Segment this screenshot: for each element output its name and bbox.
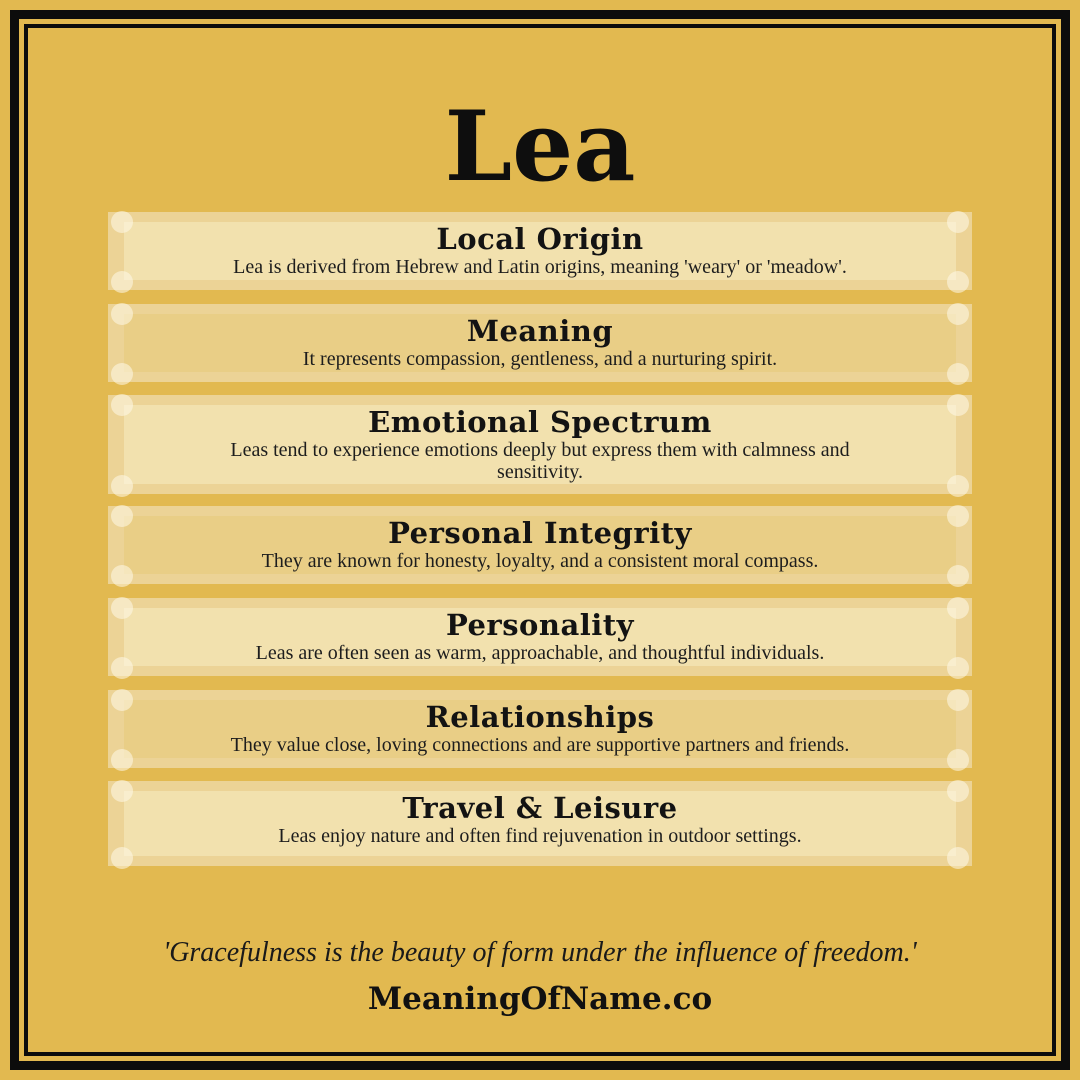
corner-knob — [111, 271, 133, 293]
corner-knob — [111, 475, 133, 497]
section-panel-body — [124, 314, 956, 372]
section-text: They value close, loving connections and are supportive partners and friends. — [230, 734, 850, 756]
section-text: Lea is derived from Hebrew and Latin origins, meaning 'weary' or 'meadow'. — [233, 256, 847, 278]
corner-knob — [111, 505, 133, 527]
corner-knob — [111, 565, 133, 587]
corner-knob — [111, 780, 133, 802]
corner-knob — [947, 505, 969, 527]
corner-knob — [947, 749, 969, 771]
section-panel-meaning — [108, 304, 972, 382]
corner-knob — [947, 363, 969, 385]
corner-knob — [947, 271, 969, 293]
page-title: Lea — [444, 90, 636, 204]
section-panel-body — [124, 405, 956, 484]
corner-knob — [947, 394, 969, 416]
section-panel-emotional-spectrum — [108, 395, 972, 494]
corner-knob — [111, 689, 133, 711]
section-panel-body — [124, 791, 956, 856]
section-panel-body — [124, 516, 956, 574]
corner-knob — [111, 303, 133, 325]
site-name: MeaningOfName.co — [367, 981, 713, 1017]
section-panel-relationships — [108, 690, 972, 768]
section-title: Personal Integrity — [388, 516, 692, 550]
section-panel-local-origin — [108, 212, 972, 290]
corner-knob — [947, 780, 969, 802]
section-text: It represents compassion, gentleness, and a nurturing spirit. — [302, 348, 778, 370]
section-panel-body — [124, 608, 956, 666]
corner-knob — [111, 394, 133, 416]
section-panel-personality — [108, 598, 972, 676]
corner-knob — [947, 565, 969, 587]
section-panel-body — [124, 222, 956, 280]
section-title: Emotional Spectrum — [368, 405, 712, 439]
corner-knob — [947, 303, 969, 325]
section-text: They are known for honesty, loyalty, and a consistent moral compass. — [261, 550, 819, 572]
section-panel-body — [124, 700, 956, 758]
corner-knob — [111, 211, 133, 233]
section-title: Personality — [445, 608, 635, 642]
section-title: Meaning — [466, 314, 614, 348]
section-panel-personal-integrity — [108, 506, 972, 584]
section-title: Relationships — [425, 700, 655, 734]
section-title: Travel & Leisure — [402, 791, 678, 825]
section-text: Leas enjoy nature and often find rejuvenation in outdoor settings. — [278, 825, 802, 847]
quote-text: 'Gracefulness is the beauty of form under the influence of freedom.' — [163, 937, 917, 968]
corner-knob — [111, 847, 133, 869]
section-text: Leas tend to experience emotions deeply but express them with calmness and sensitivity. — [230, 439, 850, 483]
section-text: Leas are often seen as warm, approachable, and thoughtful individuals. — [255, 642, 825, 664]
corner-knob — [111, 749, 133, 771]
corner-knob — [947, 475, 969, 497]
corner-knob — [947, 657, 969, 679]
corner-knob — [111, 597, 133, 619]
corner-knob — [111, 657, 133, 679]
corner-knob — [111, 363, 133, 385]
section-title: Local Origin — [436, 222, 644, 256]
section-panel-travel-leisure — [108, 781, 972, 866]
corner-knob — [947, 211, 969, 233]
corner-knob — [947, 689, 969, 711]
corner-knob — [947, 847, 969, 869]
corner-knob — [947, 597, 969, 619]
